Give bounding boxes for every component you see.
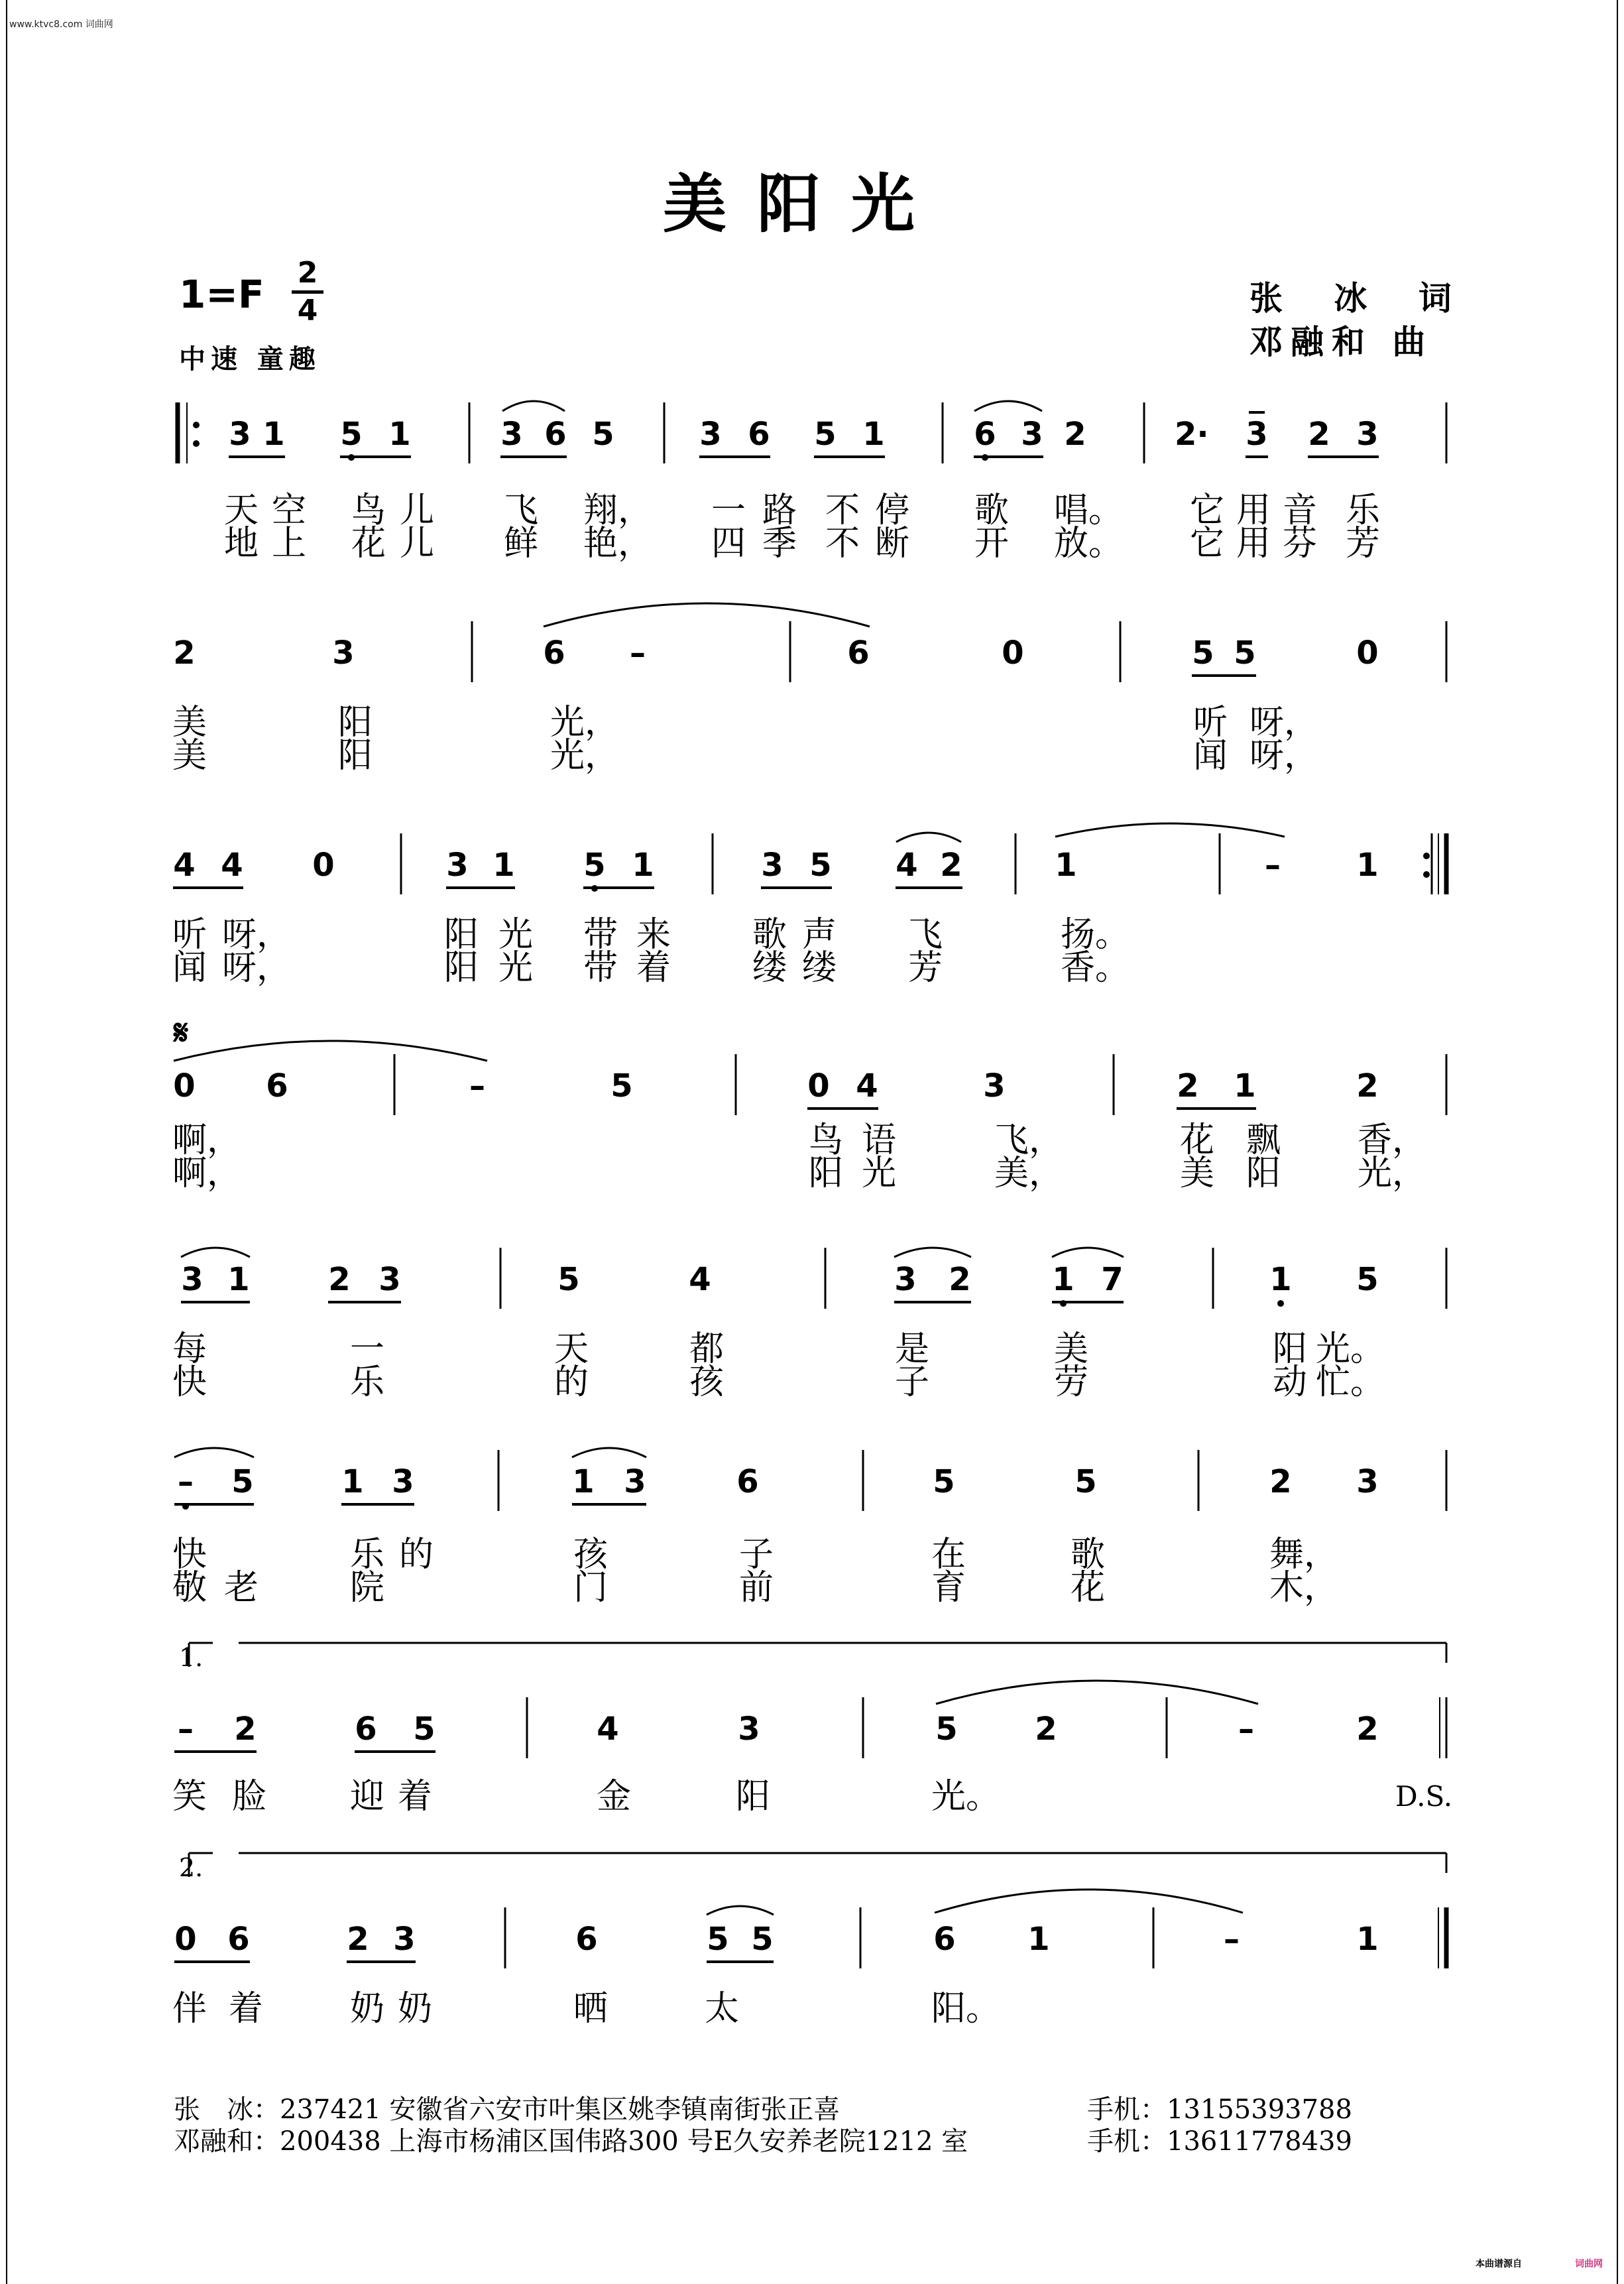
lyric-syllable: 飞 — [504, 491, 539, 530]
note: 6 — [933, 1921, 956, 1958]
slur — [894, 1248, 971, 1257]
note: 1 — [388, 416, 411, 453]
lyric-syllable: 断 — [875, 524, 910, 564]
lyric-syllable: 门 — [573, 1568, 609, 1608]
note: – — [630, 634, 646, 672]
contact-name: 邓融和： — [174, 2126, 280, 2157]
lyricist-credit: 张 冰 词 — [1249, 278, 1472, 318]
lyric-syllable: 芳 — [908, 948, 943, 988]
lyric-syllable: 舞， — [1269, 1535, 1339, 1575]
lyric-syllable: 老 — [224, 1568, 259, 1608]
key-signature: 1=F — [179, 272, 264, 317]
note: – — [178, 1463, 194, 1500]
slur — [1052, 1248, 1124, 1257]
lyric-syllable: 它 — [1190, 491, 1225, 530]
lyric-syllable: 阳 — [444, 948, 479, 988]
ds-mark: D.S. — [1395, 1780, 1453, 1813]
note: 2 — [940, 847, 962, 884]
lyric-syllable: 歌 — [1071, 1535, 1106, 1575]
note: 3 — [761, 847, 783, 884]
octave-dot — [348, 454, 355, 461]
lyric-syllable: 美 — [1180, 1154, 1215, 1193]
lyric-syllable: 扬。 — [1061, 915, 1130, 955]
note: 1 — [632, 847, 654, 884]
contact-address: 200438 上海市杨浦区国伟路300 号E久安养老院1212 室 — [280, 2126, 968, 2157]
lyric-syllable: 育 — [931, 1568, 966, 1608]
lyric-syllable: 儿 — [400, 524, 435, 564]
note: 2 — [328, 1261, 351, 1298]
note: 2 — [234, 1711, 257, 1748]
note: 1 — [1356, 1921, 1379, 1958]
slur — [1055, 823, 1285, 837]
note: 2 — [949, 1261, 971, 1298]
lyric-syllable: 乐 — [350, 1535, 385, 1575]
note: 2 — [1308, 416, 1330, 453]
octave-dot — [193, 440, 200, 447]
lyric-syllable: 带 — [583, 915, 618, 955]
lyric-syllable: 脸 — [232, 1777, 267, 1817]
lyric-syllable: 一 — [350, 1329, 385, 1369]
lyric-syllable: 地 — [224, 524, 259, 564]
lyric-syllable: 飞， — [994, 1120, 1064, 1160]
note: 2 — [1356, 1711, 1379, 1748]
lyric-syllable: 着 — [229, 1989, 264, 2029]
lyric-syllable: 停 — [875, 491, 910, 530]
note: 3 — [1246, 416, 1268, 453]
note: 2 — [1064, 416, 1086, 453]
note: 2 — [1177, 1067, 1199, 1105]
lyric-syllable: 唱。 — [1054, 491, 1124, 530]
lyric-syllable: 在 — [931, 1535, 966, 1575]
slur — [707, 1906, 774, 1915]
contact-phone: 手机：13611778439 — [1087, 2126, 1352, 2157]
contact-name: 张 冰： — [174, 2094, 280, 2125]
lyric-syllable: 阳 — [1273, 1329, 1308, 1369]
lyric-syllable: 美 — [172, 703, 207, 743]
note: 5 — [751, 1921, 774, 1958]
note: 3 — [1021, 416, 1043, 453]
lyric-syllable: 天 — [224, 491, 259, 530]
lyric-syllable: 笑 — [172, 1777, 207, 1817]
lyric-syllable: 阳 — [1246, 1154, 1281, 1193]
lyric-syllable: 歌 — [752, 915, 787, 955]
lyric-syllable: 啊， — [172, 1154, 242, 1193]
lyric-syllable: 阳 — [338, 703, 373, 743]
lyric-syllable: 鸟 — [809, 1120, 844, 1160]
lyric-syllable: 阳 — [444, 915, 479, 955]
note: – — [1238, 1711, 1254, 1748]
lyric-syllable: 动 — [1273, 1362, 1308, 1402]
note: 5 — [1074, 1463, 1097, 1500]
note: 3 — [738, 1711, 760, 1748]
lyric-syllable: 乐 — [350, 1362, 385, 1402]
slur — [974, 401, 1042, 411]
tempo-marking: 中速 童趣 — [179, 344, 321, 375]
lyric-syllable: 儿 — [400, 491, 435, 530]
lyric-syllable: 阳 — [736, 1777, 771, 1817]
note: 3 — [1356, 1463, 1379, 1500]
source-tag: www.ktvc8.com 词曲网 — [9, 19, 113, 30]
lyric-syllable: 用 — [1236, 491, 1271, 530]
lyric-syllable: 奶 — [350, 1989, 385, 2029]
note: 1 — [493, 847, 515, 884]
octave-dot — [1060, 1300, 1067, 1307]
note: 7 — [1101, 1261, 1124, 1298]
note: 0 — [807, 1067, 830, 1105]
note: 5 — [231, 1463, 254, 1500]
note: 1 — [341, 1463, 364, 1500]
lyric-syllable: 每 — [172, 1329, 207, 1369]
lyric-syllable: 敬 — [172, 1568, 207, 1608]
note: 5 — [340, 416, 363, 453]
note: 1 — [1027, 1921, 1050, 1958]
volta-2-label: 2. — [179, 1853, 203, 1882]
lyric-syllable: 不 — [825, 524, 860, 564]
lyric-syllable: 它 — [1190, 524, 1225, 564]
lyric-syllable: 飞 — [908, 915, 943, 955]
note: 0 — [1002, 634, 1024, 672]
lyric-syllable: 带 — [583, 948, 618, 988]
note: 2· — [1175, 416, 1209, 453]
lyric-syllable: 用 — [1236, 524, 1271, 564]
lyric-syllable: 光 — [498, 948, 534, 988]
note: 3 — [699, 416, 722, 453]
note: 3 — [393, 1921, 416, 1958]
note: 4 — [896, 847, 918, 884]
lyric-syllable: 来 — [636, 915, 671, 955]
octave-dot — [193, 422, 200, 428]
lyric-syllable: 阳 — [338, 736, 373, 776]
note: 3 — [378, 1261, 401, 1298]
slur — [936, 1681, 1258, 1704]
note: 5 — [935, 1711, 958, 1748]
note: 5 — [592, 416, 614, 453]
note: 1 — [572, 1463, 595, 1500]
note: 3 — [1356, 416, 1379, 453]
note: 5 — [707, 1921, 729, 1958]
octave-dot — [1423, 853, 1430, 859]
note: 0 — [174, 1921, 197, 1958]
lyric-syllable: 子 — [895, 1362, 930, 1402]
note: 1 — [1052, 1261, 1074, 1298]
note: 0 — [312, 847, 335, 884]
lyric-syllable: 不 — [825, 491, 860, 530]
note: 0 — [1356, 634, 1379, 672]
lyric-syllable: 光。 — [931, 1777, 1001, 1817]
note: 5 — [610, 1067, 633, 1105]
lyric-syllable: 快 — [172, 1535, 207, 1575]
lyric-syllable: 美 — [172, 736, 207, 776]
note: 2 — [1269, 1463, 1292, 1500]
lyric-syllable: 伴 — [172, 1989, 207, 2029]
slur — [174, 1448, 254, 1457]
lyric-syllable: 闻 — [172, 948, 207, 988]
note: 4 — [856, 1067, 878, 1105]
slur — [502, 401, 565, 411]
slur — [544, 603, 870, 627]
lyric-syllable: 子 — [739, 1535, 774, 1575]
note: 5 — [413, 1711, 435, 1748]
lyric-syllable: 呀， — [222, 948, 292, 988]
note: 3 — [983, 1067, 1006, 1105]
footer-source: 本曲谱源自 — [1476, 2259, 1522, 2269]
lyric-syllable: 光。 — [1316, 1329, 1385, 1369]
octave-dot — [182, 1503, 189, 1510]
lyric-syllable: 光， — [550, 703, 620, 743]
lyric-syllable: 孩 — [689, 1362, 725, 1402]
note: 3 — [332, 634, 355, 672]
slur — [174, 1041, 487, 1061]
note: – — [1265, 847, 1281, 884]
lyric-syllable: 晒 — [573, 1989, 609, 2029]
note: 1 — [262, 416, 285, 453]
note: 4 — [597, 1711, 619, 1748]
note: 1 — [862, 416, 885, 453]
page-title: 美阳光 — [663, 166, 945, 241]
note: 6 — [736, 1463, 759, 1500]
note: 3 — [500, 416, 523, 453]
lyric-syllable: 呀， — [1249, 703, 1319, 743]
note: 2 — [173, 634, 196, 672]
lyric-syllable: 路 — [762, 491, 797, 530]
lyric-syllable: 啊， — [172, 1120, 242, 1160]
lyric-syllable: 呀， — [222, 915, 292, 955]
note: 6 — [748, 416, 770, 453]
lyric-syllable: 缕 — [802, 948, 837, 988]
lyric-syllable: 放。 — [1054, 524, 1124, 564]
contact-composer — [174, 2126, 968, 2157]
lyric-syllable: 香， — [1358, 1120, 1427, 1160]
lyric-syllable: 的 — [399, 1535, 434, 1575]
note: 2 — [1356, 1067, 1379, 1105]
note: 4 — [689, 1261, 711, 1298]
note: – — [178, 1711, 194, 1748]
lyric-syllable: 奶 — [398, 1989, 433, 2029]
note: 4 — [221, 847, 243, 884]
note: 3 — [894, 1261, 917, 1298]
note: – — [469, 1067, 485, 1105]
lyric-syllable: 声 — [802, 915, 837, 955]
lyric-syllable: 阳 — [809, 1154, 844, 1193]
segno-sign: 𝄋 — [174, 1013, 189, 1053]
lyric-syllable: 花 — [351, 524, 386, 564]
note: 5 — [1356, 1261, 1379, 1298]
note: 3 — [624, 1463, 646, 1500]
composer-credit: 邓融和 曲 — [1249, 322, 1434, 361]
note: 6 — [575, 1921, 598, 1958]
lyric-syllable: 着 — [398, 1777, 433, 1817]
octave-dot — [591, 885, 598, 892]
octave-dot — [1277, 1300, 1284, 1307]
note: 0 — [173, 1067, 196, 1105]
lyric-syllable: 芬 — [1283, 524, 1318, 564]
lyric-syllable: 四 — [711, 524, 746, 564]
note: 5 — [557, 1261, 580, 1298]
note: 1 — [1055, 847, 1077, 884]
note: 6 — [266, 1067, 288, 1105]
lyric-syllable: 花 — [1071, 1568, 1106, 1608]
note: 6 — [227, 1921, 250, 1958]
slur — [896, 833, 961, 842]
lyric-syllable: 闻 — [1193, 736, 1228, 776]
lyric-syllable: 缕 — [752, 948, 787, 988]
lyric-syllable: 一 — [711, 491, 746, 530]
lyric-syllable: 阳。 — [931, 1989, 1001, 2029]
note: 6 — [974, 416, 996, 453]
lyric-syllable: 的 — [554, 1362, 589, 1402]
time-signature-top: 2 — [297, 256, 318, 290]
lyric-syllable: 着 — [636, 948, 671, 988]
note: 1 — [1356, 847, 1379, 884]
lyric-syllable: 乐 — [1346, 491, 1381, 530]
lyric-syllable: 鲜 — [504, 524, 539, 564]
lyric-syllable: 都 — [689, 1329, 725, 1369]
lyric-syllable: 鸟 — [351, 491, 386, 530]
note: 3 — [229, 416, 251, 453]
note: 6 — [543, 634, 565, 672]
time-signature-bottom: 4 — [297, 294, 318, 328]
lyric-syllable: 歌 — [974, 491, 1010, 530]
note: 6 — [847, 634, 870, 672]
lyric-syllable: 迎 — [350, 1777, 385, 1817]
note: 5 — [814, 416, 837, 453]
note: 3 — [446, 847, 469, 884]
contact-lyricist — [174, 2094, 840, 2126]
note: 5 — [583, 847, 606, 884]
lyric-syllable: 前 — [739, 1568, 774, 1608]
lyric-syllable: 上 — [272, 524, 307, 564]
slur — [935, 1890, 1243, 1913]
note: 1 — [1269, 1261, 1292, 1298]
octave-dot — [982, 454, 988, 461]
lyric-syllable: 劳 — [1054, 1362, 1089, 1402]
lyric-syllable: 光 — [862, 1154, 897, 1193]
slur — [181, 1248, 250, 1257]
lyric-syllable: 翔， — [583, 491, 653, 530]
note: 6 — [544, 416, 567, 453]
lyric-syllable: 美， — [994, 1154, 1064, 1193]
note: 1 — [1234, 1067, 1256, 1105]
note: 1 — [227, 1261, 250, 1298]
lyric-syllable: 金 — [597, 1777, 632, 1817]
lyric-syllable: 孩 — [573, 1535, 609, 1575]
volta-1-label: 1. — [179, 1643, 203, 1672]
lyric-syllable: 季 — [762, 524, 797, 564]
lyric-syllable: 芳 — [1346, 524, 1381, 564]
lyric-syllable: 呀， — [1249, 736, 1319, 776]
note: 5 — [1234, 634, 1256, 672]
lyric-syllable: 听 — [1193, 703, 1228, 743]
lyric-syllable: 飘 — [1246, 1120, 1281, 1160]
footer-site: 词曲网 — [1575, 2259, 1603, 2269]
note: 2 — [1035, 1711, 1057, 1748]
slur — [572, 1448, 646, 1457]
note: 5 — [1192, 634, 1214, 672]
lyric-syllable: 光， — [550, 736, 620, 776]
note: 2 — [347, 1921, 369, 1958]
contact-address: 237421 安徽省六安市叶集区姚李镇南街张正喜 — [280, 2094, 841, 2125]
note: 3 — [392, 1463, 414, 1500]
lyric-syllable: 天 — [554, 1329, 589, 1369]
note: – — [1224, 1921, 1240, 1958]
lyric-syllable: 音 — [1283, 491, 1318, 530]
lyric-syllable: 空 — [272, 491, 307, 530]
lyric-syllable: 语 — [862, 1120, 897, 1160]
lyric-syllable: 木， — [1269, 1568, 1339, 1608]
lyric-syllable: 快 — [172, 1362, 207, 1402]
lyric-syllable: 美 — [1054, 1329, 1089, 1369]
lyric-syllable: 太 — [705, 1989, 740, 2029]
note: 3 — [181, 1261, 203, 1298]
note: 4 — [173, 847, 196, 884]
octave-dot — [1423, 871, 1430, 878]
lyric-syllable: 开 — [974, 524, 1010, 564]
note: 5 — [809, 847, 832, 884]
lyric-syllable: 听 — [172, 915, 207, 955]
contact-phone: 手机：13155393788 — [1087, 2094, 1352, 2125]
note: 6 — [355, 1711, 377, 1748]
lyric-syllable: 光， — [1358, 1154, 1427, 1193]
lyric-syllable: 忙。 — [1316, 1362, 1385, 1402]
lyric-syllable: 院 — [350, 1568, 385, 1608]
lyric-syllable: 花 — [1180, 1120, 1215, 1160]
note: 5 — [933, 1463, 955, 1500]
lyric-syllable: 艳， — [583, 524, 653, 564]
lyric-syllable: 光 — [498, 915, 534, 955]
lyric-syllable: 是 — [895, 1329, 930, 1369]
lyric-syllable: 香。 — [1061, 948, 1130, 988]
